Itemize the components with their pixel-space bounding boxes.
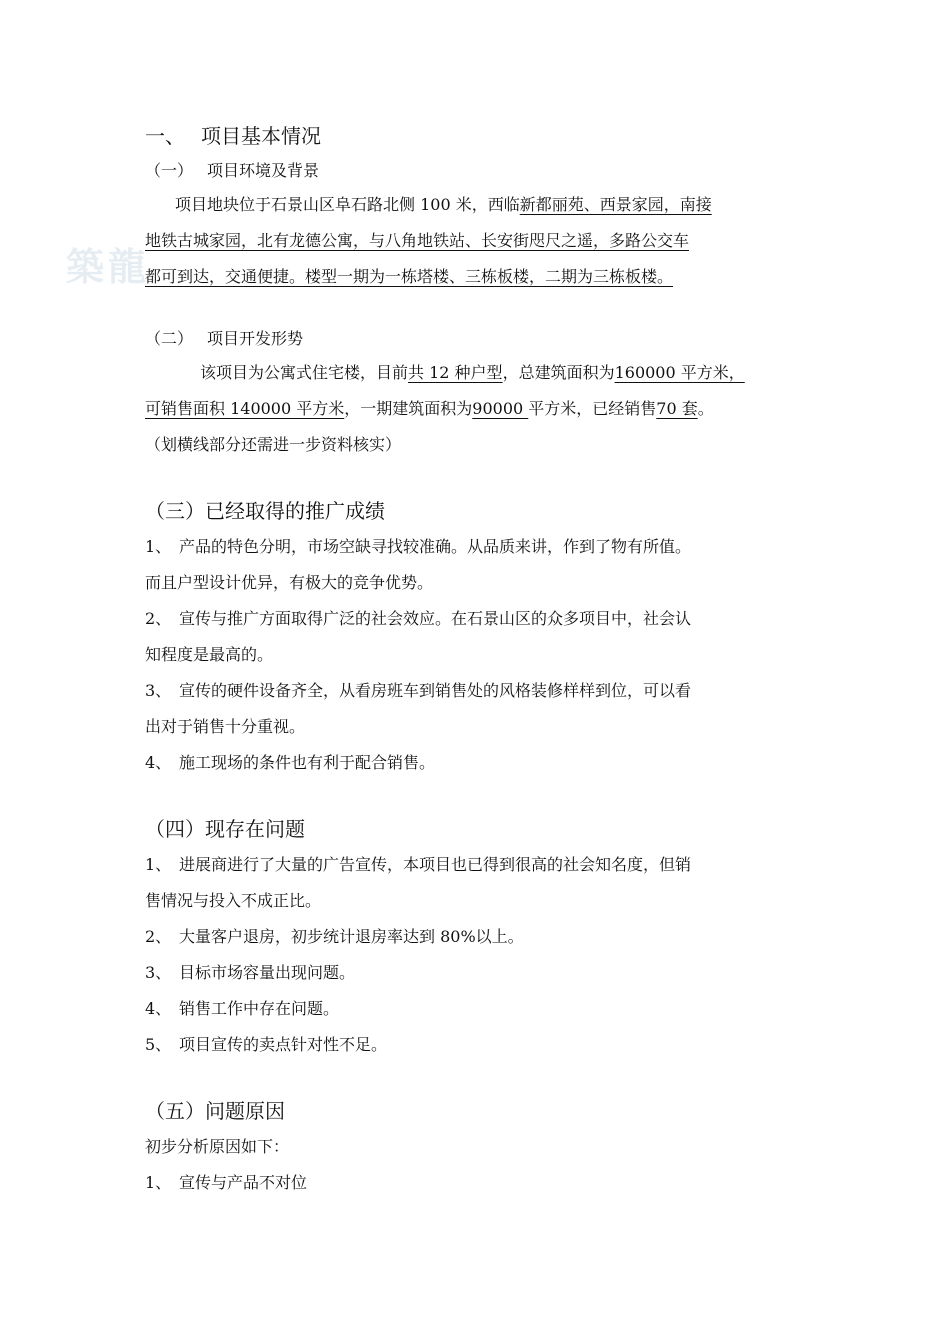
cause-list (145, 1165, 835, 1201)
list-item: 3、 宣传的硬件设备齐全，从看房班车到销售处的风格装修样样到位，可以看 (145, 681, 692, 700)
section-5-heading: （五）问题原因 (145, 1099, 285, 1123)
problem-list (145, 847, 835, 1063)
underlined-paragraph-line: 都可到达，交通便捷。楼型一期为一栋塔楼、三栋板楼，二期为三栋板楼。 (145, 267, 674, 286)
subsection-number: （二） (145, 329, 194, 348)
list-item: 2、 宣传与推广方面取得广泛的社会效应。在石景山区的众多项目中，社会认 (145, 609, 692, 628)
list-item: 2、 大量客户退房，初步统计退房率达到 80%以上。 (145, 927, 524, 946)
section-3-heading: （三）已经取得的推广成绩 (145, 499, 385, 523)
list-item: 4、 施工现场的条件也有利于配合销售。 (145, 753, 436, 772)
list-item-continuation: 知程度是最高的。 (145, 645, 274, 664)
section-1-heading (145, 118, 835, 154)
underlined-text: 160000 平方米， (614, 363, 745, 382)
paragraph-line: 可销售面积 140000 平方米，一期建筑面积为90000 平方米，已经销售70 套。 (145, 399, 714, 418)
list-item-continuation: 售情况与投入不成正比。 (145, 891, 322, 910)
subsection-2-heading (145, 322, 835, 355)
achievement-list (145, 529, 835, 781)
list-item: 5、 项目宣传的卖点针对性不足。 (145, 1035, 388, 1054)
document-page (145, 118, 835, 1201)
subsection-title: 项目环境及背景 (207, 161, 320, 180)
list-item: 4、 销售工作中存在问题。 (145, 999, 340, 1018)
underlined-paragraph-line: 地铁古城家园，北有龙德公寓，与八角地铁站、长安街咫尺之遥，多路公交车 (145, 231, 690, 250)
subsection-title: 项目开发形势 (207, 329, 304, 348)
subsection-number: （一） (145, 161, 194, 180)
list-item: 1、 宣传与产品不对位 (145, 1173, 308, 1192)
underlined-text: 共 12 种户型 (408, 363, 503, 382)
list-item-continuation: 而且户型设计优异，有极大的竞争优势。 (145, 573, 434, 592)
section-4-heading: （四）现存在问题 (145, 817, 305, 841)
underlined-text: 可销售面积 140000 平方米 (145, 399, 345, 418)
paragraph-line: 项目地块位于石景山区阜石路北侧 100 米，西临新都丽苑、西景家园，南接 (175, 195, 712, 214)
subsection-1-heading (145, 154, 835, 187)
underlined-text: 新都丽苑、西景家园，南接 (519, 195, 712, 214)
section-number: 一、 (145, 124, 185, 148)
underlined-text: 70 套 (656, 399, 698, 418)
section-title: 项目基本情况 (201, 124, 321, 148)
verification-note: （划横线部分还需进一步资料核实） (145, 435, 402, 454)
list-item-continuation: 出对于销售十分重视。 (145, 717, 306, 736)
section-5-intro: 初步分析原因如下： (145, 1137, 290, 1156)
paragraph-line: 该项目为公寓式住宅楼，目前共 12 种户型，总建筑面积为160000 平方米， (200, 363, 745, 382)
list-item: 1、 进展商进行了大量的广告宣传，本项目也已得到很高的社会知名度，但销 (145, 855, 692, 874)
watermark: 築龍 (66, 245, 151, 289)
list-item: 1、 产品的特色分明，市场空缺寻找较准确。从品质来讲，作到了物有所值。 (145, 537, 692, 556)
underlined-text: 90000 (472, 399, 529, 418)
list-item: 3、 目标市场容量出现问题。 (145, 963, 356, 982)
